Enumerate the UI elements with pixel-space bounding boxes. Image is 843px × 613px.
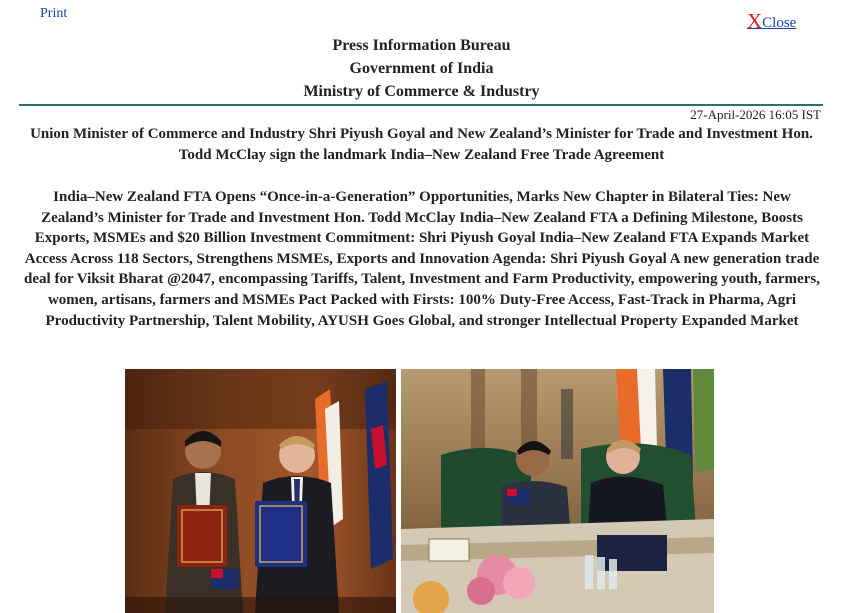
close-label: Close <box>762 15 797 31</box>
release-title: Union Minister of Commerce and Industry Shri Piyush Goyal and New Zealand’s Minister for Trade and Investment Hon. Todd McClay sign the landmark India–New Zealand Free Trade Agreement <box>30 126 813 163</box>
photo-signing-ceremony <box>401 369 714 613</box>
org-ministry-name: Ministry of Commerce & Industry <box>303 83 540 100</box>
header-divider <box>19 104 823 106</box>
close-button[interactable] <box>747 9 796 34</box>
close-icon: X <box>747 9 763 33</box>
print-link[interactable]: Print <box>40 6 68 21</box>
org-government-name: Government of India <box>349 60 494 77</box>
release-dateline: 27-April-2026 16:05 IST <box>690 107 821 122</box>
photo-agreement-exchange <box>125 369 396 613</box>
release-subtitle: India–New Zealand FTA Opens “Once-in-a-Generation” Opportunities, Marks New Chapter in Bilateral Ties: New Zealand’s Minister for Trade and Investment Hon. Todd McClay India–New Zealand FTA a Defining Milestone, Boosts Exports, MSMEs and $20 Billion Investment Commitment: Shri Piyush Goyal India–New Zealand FTA Expands Market Access Across 118 Sectors, Strengthens MSMEs, Exports and Innovation Agenda: Shri Piyush Goyal A new generation trade deal for Viksit Bharat @2047, encompassing Tariffs, Talent, Investment and Farm Productivity, empowering youth, farmers, women, artisans, farmers and MSMEs Pact Packed with Firsts: 100% Duty-Free Access, Fast-Track in Pharma, Agri Productivity Partnership, Talent Mobility, AYUSH Goes Global, and stronger Intellectual Property Expanded Market <box>24 189 820 329</box>
org-bureau-name: Press Information Bureau <box>332 37 511 54</box>
